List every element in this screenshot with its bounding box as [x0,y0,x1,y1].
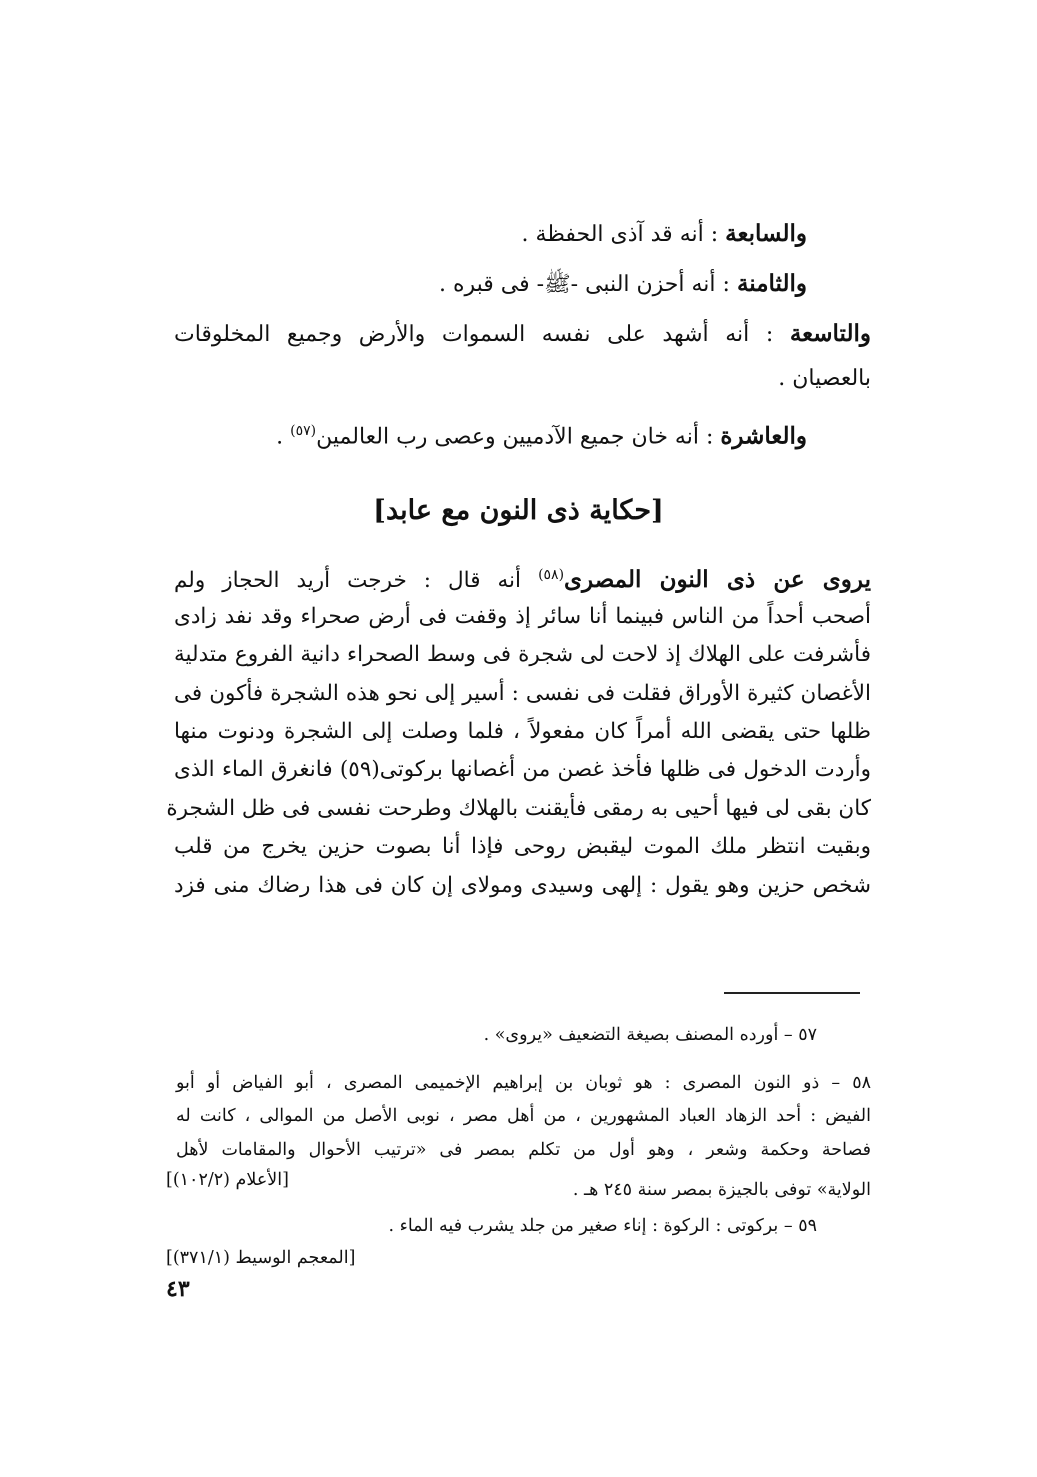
body-line: أصحب أحداً من الناس فبينما أنا سائر إذ وقفت فى أرض صحراء وقد نفد زادى [174,604,871,629]
footnote-58-line: فصاحة وحكمة وشعر ، وهو أول من تكلم بمصر فى «ترتيب الأحوال والمقامات لأهل [176,1140,871,1160]
body-line: وأردت الدخول فى ظلها فأخذ غصن من أغصانها بركوتى(٥٩) فانغرق الماء الذى [174,757,872,782]
list-item-lead: والسابعة [725,220,807,247]
list-item-text: : أنه أشهد على نفسه السموات والأرض وجميع المخلوقات [174,322,774,347]
page-number: ٤٣ [166,1276,190,1302]
list-item-text: : أنه قد آذى الحفظة . [521,222,719,247]
footnote-separator [724,992,860,994]
list-item-lead: والتاسعة [789,320,871,347]
list-item-9-continuation: بالعصيان . [778,366,871,391]
footnote-58-line: الولاية» توفى بالجيزة بمصر سنة ٢٤٥ هـ . [572,1180,871,1200]
body-line: الأغصان كثيرة الأوراق فقلت فى نفسى : أسير إلى نحو هذه الشجرة فأكون فى [174,681,871,706]
footnote-59: ٥٩ – بركوتى : الركوة : إناء صغير من جلد يشرب فيه الماء . [388,1216,817,1236]
footnote-ref-57: (٥٧) [290,423,317,439]
list-item-9 [174,322,871,346]
list-item-8 [439,272,807,296]
footnote-58-line: الفيض : أحد الزهاد العباد المشهورين ، من أهل مصر ، نوبى الأصل من الموالى ، كانت له [176,1106,871,1126]
body-line: شخص حزين وهو يقول : إلهى وسيدى ومولاى إن كان فى هذا رضاك منى فزد [174,873,871,898]
body-line: كان بقى لى فيها أحيى به رمقى فأيقنت بالهلاك وطرحت نفسى فى ظل الشجرة [166,796,871,821]
list-item-lead: والعاشرة [720,422,807,450]
footnote-59-source: [المعجم الوسيط (٣٧١/١)] [166,1248,356,1268]
footnote-58-source: [الأعلام (١٠٢/٢)] [166,1170,289,1190]
body-line [174,566,871,593]
list-item-10 [276,424,807,448]
list-item-tail: . [276,424,291,450]
body-lead: يروى عن ذى النون المصرى [564,566,871,593]
footnote-57: ٥٧ – أورده المصنف بصيغة التضعيف «يروى» . [483,1025,817,1045]
footnote-58-line: ٥٨ – ذو النون المصرى : هو ثوبان بن إبراهيم الإخميمى المصرى ، أبو الفياض أو أبو [176,1073,871,1093]
body-line: وبقيت انتظر ملك الموت ليقبض روحى فإذا أنا بصوت حزين يخرج من قلب [174,834,871,859]
list-item-text: : أنه أحزن النبى -ﷺ- فى قبره . [439,272,730,297]
list-item-text: : أنه خان جميع الآدميين وعصى رب العالمين [316,424,714,450]
footnote-ref-58: (٥٨) [538,566,565,583]
body-line: ظلها حتى يقضى الله أمراً كان مفعولاً ، فلما وصلت إلى الشجرة ودنوت منها [174,719,871,744]
list-item-7 [522,222,807,246]
body-line: فأشرفت على الهلاك إذ لاحت لى شجرة فى وسط الصحراء دانية الفروع متدلية [174,642,871,667]
body-line-text: أنه قال : خرجت أريد الحجاز ولم [174,568,522,593]
section-heading: [حكاية ذى النون مع عابد] [373,495,664,526]
list-item-lead: والثامنة [736,270,807,297]
